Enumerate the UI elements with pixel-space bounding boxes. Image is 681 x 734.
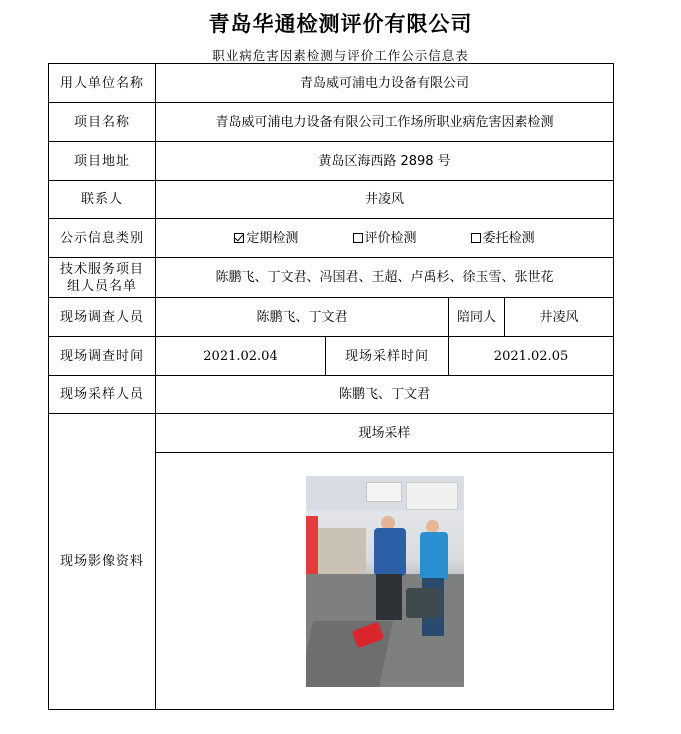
category-label: 公示信息类别 bbox=[49, 219, 156, 258]
checkbox-evaluation-label: 评价检测 bbox=[364, 230, 417, 246]
photo-poster bbox=[406, 482, 458, 510]
contact-label: 联系人 bbox=[49, 181, 156, 219]
photo-inspector-body bbox=[420, 532, 448, 580]
photo-inspector-head bbox=[426, 520, 439, 533]
employer-value: 青岛威可浦电力设备有限公司 bbox=[156, 64, 614, 103]
team-value: 陈鹏飞、丁文君、冯国君、王超、卢禹杉、徐玉雪、张世花 bbox=[156, 258, 614, 298]
project-value: 青岛威可浦电力设备有限公司工作场所职业病危害因素检测 bbox=[156, 103, 614, 142]
photo-worker-body bbox=[374, 528, 406, 576]
site-sampling-photo bbox=[306, 476, 464, 687]
survey-time-value: 2021.02.04 bbox=[156, 337, 326, 376]
company-title: 青岛华通检测评价有限公司 bbox=[208, 12, 473, 36]
media-label: 现场影像资料 bbox=[49, 414, 156, 710]
checkbox-periodic-label: 定期检测 bbox=[246, 230, 299, 246]
checkbox-empty-icon bbox=[471, 233, 481, 243]
checkbox-commissioned[interactable] bbox=[471, 230, 535, 247]
info-table bbox=[48, 63, 614, 710]
checkbox-evaluation[interactable] bbox=[353, 230, 417, 247]
photo-worker-legs bbox=[376, 574, 402, 620]
address-label: 项目地址 bbox=[49, 142, 156, 181]
companion-label: 陪同人 bbox=[449, 298, 505, 336]
checkbox-commissioned-label: 委托检测 bbox=[482, 230, 535, 246]
checkbox-empty-icon bbox=[353, 233, 363, 243]
photo-poster bbox=[366, 482, 402, 502]
address-value: 黄岛区海西路 2898 号 bbox=[156, 142, 614, 181]
form-title: 职业病危害因素检测与评价工作公示信息表 bbox=[212, 48, 469, 63]
category-options bbox=[156, 219, 614, 258]
checkbox-periodic[interactable] bbox=[234, 230, 298, 247]
team-label-line2: 组人员名单 bbox=[66, 278, 137, 294]
sampling-time-value: 2021.02.05 bbox=[449, 337, 614, 376]
sampling-time-label: 现场采样时间 bbox=[326, 337, 449, 376]
media-caption: 现场采样 bbox=[156, 414, 614, 453]
sampling-staff-label: 现场采样人员 bbox=[49, 376, 156, 414]
survey-staff-value: 陈鹏飞、丁文君 bbox=[156, 298, 449, 337]
media-photo-cell bbox=[156, 453, 614, 710]
companion-cell bbox=[449, 298, 614, 337]
team-label-line1: 技术服务项目 bbox=[59, 261, 144, 277]
survey-time-label: 现场调查时间 bbox=[49, 337, 156, 376]
survey-staff-label: 现场调查人员 bbox=[49, 298, 156, 337]
photo-workbench bbox=[318, 528, 366, 576]
photo-sampler bbox=[406, 588, 442, 618]
checkbox-checked-icon bbox=[234, 233, 244, 243]
team-label bbox=[49, 258, 156, 298]
contact-value: 井凌风 bbox=[156, 181, 614, 219]
employer-label: 用人单位名称 bbox=[49, 64, 156, 103]
photo-red-cabinet bbox=[306, 516, 318, 576]
project-label: 项目名称 bbox=[49, 103, 156, 142]
companion-value: 井凌风 bbox=[539, 309, 579, 325]
sampling-staff-value: 陈鹏飞、丁文君 bbox=[156, 376, 614, 414]
